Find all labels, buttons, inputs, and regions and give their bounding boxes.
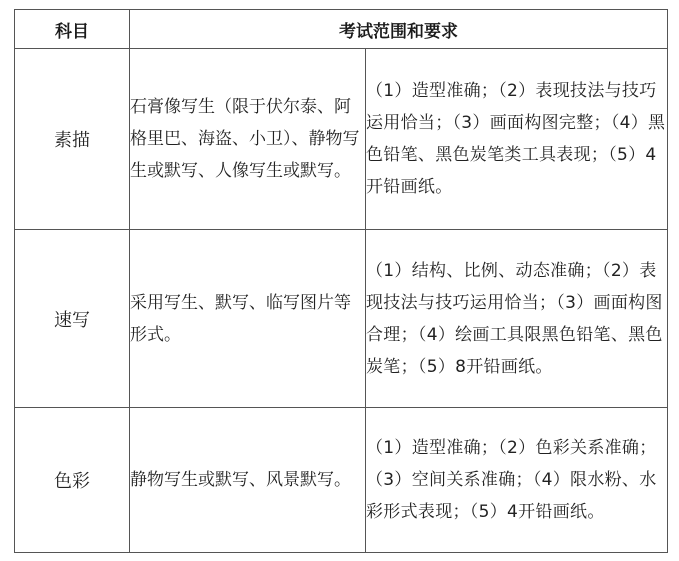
table-row (15, 408, 668, 553)
header-row (15, 10, 668, 49)
requirements-cell: （1）造型准确；（2）色彩关系准确；（3）空间关系准确；（4）限水粉、水彩形式表现；（5）4开铅画纸。 (366, 408, 668, 553)
table-row (15, 49, 668, 230)
requirements-cell: （1）造型准确；（2）表现技法与技巧运用恰当；（3）画面构图完整；（4）黑色铅笔、黑色炭笔类工具表现；（5）4开铅画纸。 (366, 49, 668, 230)
subject-cell: 素描 (15, 49, 130, 230)
subject-cell: 速写 (15, 230, 130, 408)
subject-header: 科目 (15, 10, 130, 49)
table-row (15, 230, 668, 408)
exam-scope-table (14, 9, 668, 553)
content-cell: 采用写生、默写、临写图片等形式。 (130, 230, 366, 408)
requirements-header: 考试范围和要求 (130, 10, 668, 49)
content-cell: 石膏像写生（限于伏尔泰、阿格里巴、海盗、小卫）、静物写生或默写、人像写生或默写。 (130, 49, 366, 230)
subject-cell: 色彩 (15, 408, 130, 553)
content-cell: 静物写生或默写、风景默写。 (130, 408, 366, 553)
requirements-cell: （1）结构、比例、动态准确；（2）表现技法与技巧运用恰当；（3）画面构图合理；（4）绘画工具限黑色铅笔、黑色炭笔；（5）8开铅画纸。 (366, 230, 668, 408)
